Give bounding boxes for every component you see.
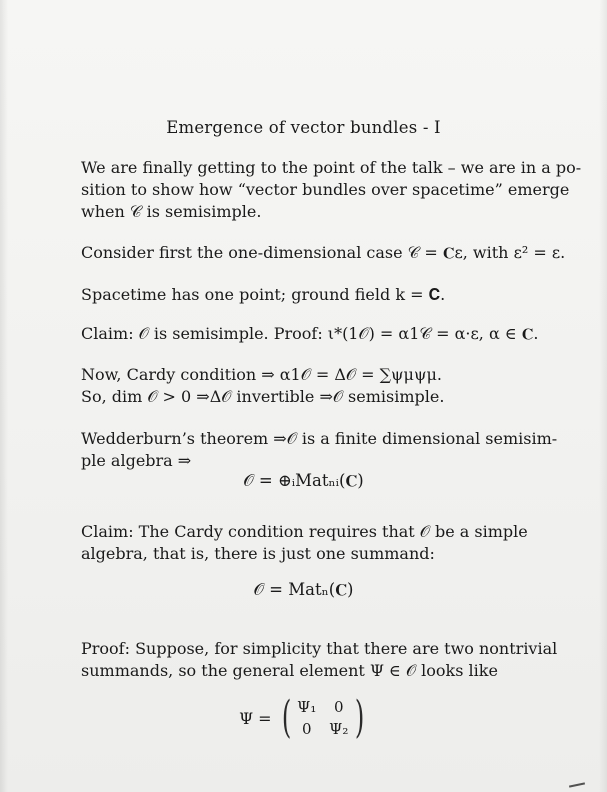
matrix-lhs: Ψ = — [239, 708, 272, 728]
intro-line-2: sition to show how “vector bundles over spacetime” emerge — [81, 180, 570, 199]
claim-semisimple-line: Claim: 𝒪 is semisimple. Proof: ι*(1𝒪) = α1𝒞 = α·ε, α ∈ 𝐂. — [81, 324, 539, 343]
matrix-cell-2-2: Ψ₂ — [329, 720, 349, 738]
proof-line-2: summands, so the general element Ψ ∈ 𝒪 looks like — [81, 661, 498, 680]
proof-line-1: Proof: Suppose, for simplicity that there are two nontrivial — [81, 639, 558, 658]
claim-simple-line-2: algebra, that is, there is just one summand: — [81, 544, 435, 563]
matrix-left-paren: ( — [281, 692, 291, 743]
cardy-line-1: Now, Cardy condition ⇒ α1𝒪 = Δ𝒪 = ∑ψμψμ. — [81, 365, 442, 384]
matrix-cell-1-2: 0 — [333, 698, 344, 716]
matrix-cell-1-1: Ψ₁ — [297, 698, 317, 716]
matrix-equation — [0, 687, 607, 749]
equation-matn: 𝒪 = Matₙ(𝐂) — [253, 580, 354, 599]
intro-line-3: when 𝒞 is semisimple. — [81, 202, 262, 221]
equation-direct-sum: 𝒪 = ⊕ᵢMatₙᵢ(𝐂) — [243, 471, 364, 490]
matrix-grid — [291, 696, 355, 740]
claim-simple-line-1: Claim: The Cardy condition requires that 𝒪 be a simple — [81, 522, 528, 541]
wedderburn-line-1: Wedderburn’s theorem ⇒𝒪 is a finite dimensional semisim- — [81, 429, 558, 448]
cardy-line-2: So, dim 𝒪 > 0 ⇒Δ𝒪 invertible ⇒𝒪 semisimple. — [81, 387, 445, 406]
intro-line-1: We are finally getting to the point of the talk – we are in a po- — [81, 158, 582, 177]
spacetime-line: Spacetime has one point; ground field k = 𝐂. — [81, 285, 446, 304]
matrix-cell-2-1: 0 — [301, 720, 312, 738]
slide-title: Emergence of vector bundles - I — [166, 118, 441, 137]
wedderburn-line-2: ple algebra ⇒ — [81, 451, 192, 470]
matrix-right-paren: ) — [354, 692, 365, 743]
scan-mark — [569, 782, 585, 787]
consider-line: Consider first the one-dimensional case 𝒞 = 𝐂ε, with ε² = ε. — [81, 243, 566, 262]
